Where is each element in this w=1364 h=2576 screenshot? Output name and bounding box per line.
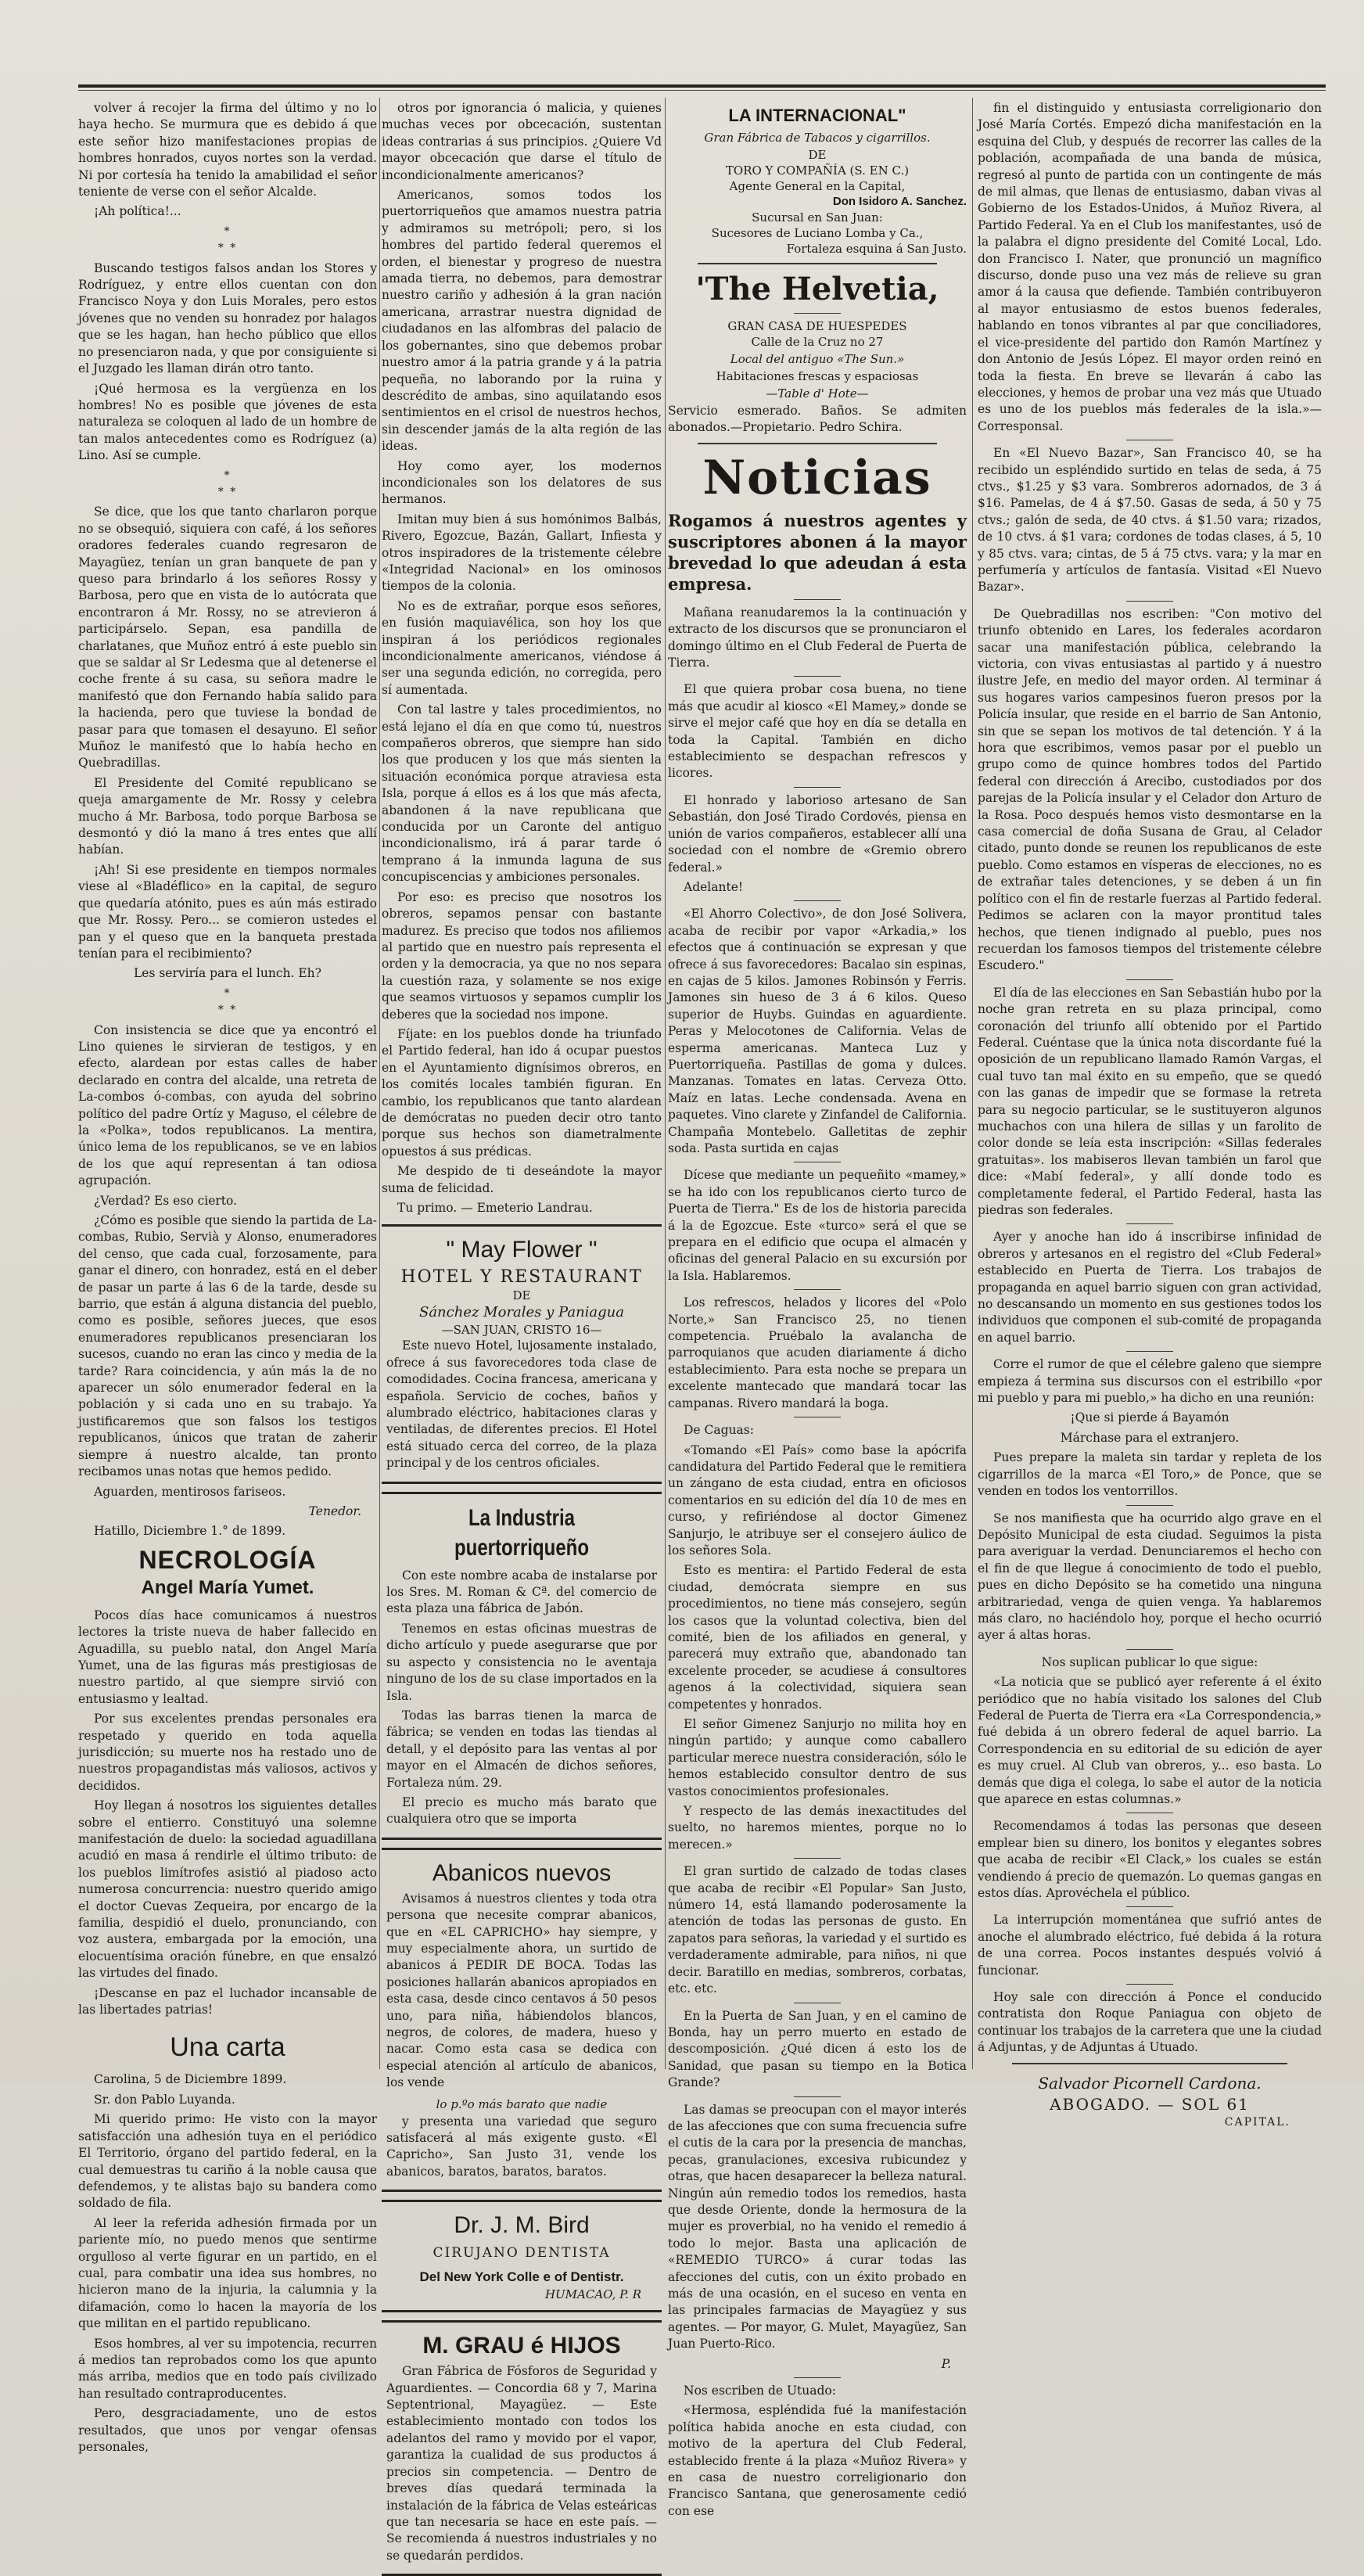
paragraph: Buscando testigos falsos andan los Stores y Rodríguez, y entre ellos cuentan con don Francisco Noya y don Luis Morales, pero estos jóvenes que no venden su honradez por halagos que se les hagan, han hecho público que ellos no presenciaron nada, y que por consiguiente si el Juzgado les llaman dirán otro tanto. — [78, 260, 377, 376]
separator — [794, 1858, 841, 1859]
separator — [1012, 2063, 1287, 2064]
separator — [794, 1289, 841, 1290]
ad-text: Calle de la Cruz no 27 — [751, 335, 884, 349]
separator — [1126, 1649, 1173, 1650]
ad-text: DE — [808, 148, 827, 162]
letter-heading: Una carta — [170, 2032, 285, 2063]
paragraph: ¿Verdad? Es eso cierto. — [94, 1193, 238, 1208]
paragraph: Se nos manifiesta que ha ocurrido algo grave en el Depósito Municipal de esta ciudad. Seguimos la pista para averiguar la verdad. Denunciaremos el hecho con el fin de que llegue á conocimiento de todo el pueblo, pues en dicho Depósito se ha cometido una ninguna arbitrariedad, venga de quien venga. Ya hablaremos más claro, no haciéndolo hoy, porque el hecho ocurrió ayer á altas horas. — [978, 1511, 1322, 1643]
paragraph: Por sus excelentes prendas personales era respetado y querido en toda aquella jurisdicción; su muerte nos ha restado uno de nuestros propagandistas más valiosos, activos y decididos. — [78, 1712, 377, 1793]
paragraph: Al leer la referida adhesión firmada por un pariente mío, no puedo menos que sentirme orgulloso al verte figurar en un partido, en el cual, para combatir una idea sus hombres, no hicieron mano de la injuria, la calumnia y la difamación, como lo hacen la mayoría de los que militan en el partido republicano. — [78, 2215, 377, 2331]
signature: Tu primo. — Emeterio Landrau. — [397, 1201, 593, 1215]
ad-body: Avisamos á nuestros clientes y toda otra persona que necesite comprar abanicos, que en «EL CAPRICHO» hay siempre, y muy especialmente ahora, un surtido de abanicos á PEDIR DE BOCA. Todas las posiciones hallarán abanicos apropiados en esta casa, desde cinco centavos á 50 pesos uno, para niña, hábiendolos blancos, negros, de colores, de madera, hueso y nacar. Como esta casa se dedica con especial atención al artículo de abanicos, los vende — [386, 1891, 657, 2090]
paragraph: Me despido de ti deseándote la mayor suma de felicidad. — [382, 1164, 662, 1195]
section-heading: Noticias — [702, 450, 932, 505]
column-3 — [668, 100, 967, 2518]
separator — [794, 599, 841, 600]
paragraph: Aguarden, mentirosos fariseos. — [94, 1484, 286, 1499]
paragraph: Adelante! — [684, 879, 744, 894]
lawyer-address: ABOGADO. — SOL 61 — [1050, 2094, 1250, 2114]
ad-body: Gran Fábrica de Fósforos de Seguridad y Aguardientes. — Concordia 68 y 7, Marina Septentrional, Mayagüez. — Este establecimiento montado con todos los adelantos del ramo y movido por el vapor, garantiza la cualidad de sus productos á precios sin competencia. — Dentro de breves días quedará terminada la instalación de la fábrica de Velas esteáricas que tan necesaria se hace en este país. — Se recomienda á nuestros industriales y no se quedarán perdidos. — [386, 2364, 657, 2563]
paragraph: De Quebradillas nos escriben: "Con motivo del triunfo obtenido en Lares, los federales acordaron sacar una manifestación pública, celebrando la victoria, con vivas entusiastas al partido y á nuestro ilustre Jefe, en medio del mayor orden. Al terminar á sus hogares varios campesinos fueron presos por la Policía insular, que reside en el barrio de San Antonio, sin que se sepan los motivos de tal detención. Y á la hora que escribimos, vemos pasar por el pueblo un grupo como de quince hombres todos del Partido federal con dirección á Arecibo, custodiados por dos parejas de la Policía insular y el Celador don Arturo de la Rosa. Poco después hemos visto desmontarse en la casa comercial de doña Susana de Grau, al Celador citado, punto donde se reunen los republicanos de este pueblo. Como estamos en vísperas de elecciones, no es de extrañar tales detenciones, y se deben á un fin político con el fin de restarle fuerzas al Partido federal. Pedimos se aclaren con la mayor prontitud tales hechos, que tienen indignado al pueblo, pues nos recuerdan los famosos tiempos del tristemente célebre Escudero." — [978, 606, 1322, 973]
ad-title: " May Flower " — [446, 1237, 598, 1263]
obituary-name: Angel María Yumet. — [141, 1576, 314, 1598]
paragraph: El honrado y laborioso artesano de San Sebastián, don José Tirado Cordovés, piensa en unión de varios compañeros, establecer allí una sociedad con el nombre de «Gremio obrero federal.» — [668, 792, 967, 875]
ad-location: HUMACAO, P. R — [544, 2287, 641, 2302]
ad-subtitle: Gran Fábrica de Tabacos y cigarrillos. — [704, 131, 931, 145]
lead-notice: Rogamos á nuestros agentes y suscriptores abonen á la mayor brevedad lo que adeudan á esta empresa. — [668, 510, 967, 594]
paragraph: Se dice, que los que tanto charlaron porque no se obsequió, siquiera con café, á los señores oradores federales cuando regresaron de Mayagüez, tenían un gran banquete de pan y queso para brindarlo á los señores Rossy y Barbosa, pero que en vista de lo autócrata que encontraron á Mr. Rossy, no se atrevieron á participárselo. Sepan, esa pandilla de charlatanes, que Muñoz entró á este pueblo sin que se saldar al Sr Ledesma que al detenerse el coche frente á su casa, su señora madre le manifestó que don Fernando había salido para la hacienda, pero que tuviese la bondad de pasar para que tomasen el desayuno. El señor Muñoz le manifestó que lo había hecho en Quebradillas. — [78, 505, 377, 771]
separator — [794, 676, 841, 677]
paragraph: Pero, desgraciadamente, uno de estos resultados, que unos por vengar ofensas personales, — [78, 2406, 377, 2454]
ad-text: Fortaleza esquina á San Justo. — [786, 242, 967, 256]
dateline: Carolina, 5 de Diciembre 1899. — [94, 2072, 287, 2087]
ad-text: TORO Y COMPAÑÍA (S. EN C.) — [725, 163, 910, 178]
paragraph: ¡Ah! Si ese presidente en tiempos normales viese al «Bladéflico» en la capital, de seguro que quedaría atónito, pues es aún más estirado que Mr. Rossy. Pero... se comieron ustedes el pan y el queso que en la banqueta prestada tenían para el recibimiento? — [78, 862, 377, 961]
paragraph: Hoy sale con dirección á Ponce el conducido contratista don Roque Paniagua con objeto de continuar los trabajos de la carretera que une la ciudad á Adjuntas, y de Adjuntas á Utuado. — [978, 1990, 1322, 2055]
paragraph: Hoy llegan á nosotros los siguientes detalles sobre el entierro. Constituyó una solemne manifestación de duelo: la sociedad aguadillana acudió en masa á rendirle el último tributo: de los pueblos limítrofes asistió al piadoso acto numerosa concurrencia: nuestro querido amigo el doctor Cuevas Zequeira, por encargo de la familia, despidió el duelo, pronunciando, con voz austera, embargada por la emoción, una elocuentísima oración fúnebre, en que ensalzó las virtudes del finado. — [78, 1798, 377, 1981]
lawyer-name: Salvador Picornell Cardona. — [1038, 2073, 1262, 2093]
paragraph: ¡Qué hermosa es la vergüenza en los hombres! No es posible que jóvenes de esta naturaleza se coloquen al lado de un hombre de tan malos antecedentes como es Rodríguez (a) Lino. Así se cumple. — [78, 381, 377, 463]
salutation: Sr. don Pablo Luyanda. — [94, 2092, 235, 2107]
paragraph: «Hermosa, espléndida fué la manifestación política habida anoche en esta ciudad, con motivo de la apertura del Club Federal, establecido frente á la plaza «Muñoz Rivera» y en casa de nuestro correligionario don Francisco Santana, que generosamente cedió con ese — [668, 2403, 967, 2518]
paragraph: El que quiera probar cosa buena, no tiene más que acudir al kiosco «El Mamey,» donde se sirve el mejor café que hoy en día se detalla en toda la Capital. También en dicho establecimiento se despachan refrescos y licores. — [668, 682, 967, 781]
ad-separator — [698, 263, 937, 264]
ad-owners: Sánchez Morales y Paniagua — [418, 1304, 624, 1321]
paragraph: La interrupción momentánea que sufrió antes de anoche el alumbrado eléctrico, fué debida á la rotura de una correa. Pocos instantes después volvió á funcionar. — [978, 1913, 1322, 1978]
dateline: Hatillo, Diciembre 1.° de 1899. — [94, 1524, 286, 1539]
paragraph: El día de las elecciones en San Sebastián hubo por la noche gran retreta en su plaza principal, como coronación del triunfo allí obtenido por el Partido Federal. Cuéntase que la única nota discordante fué la oposición de un republicano llamado Ramón Vargas, el cual tuvo tan mal éxito en su empeño, que se quedó con las ganas de impedir que se formase la retreta para su negocio particular, se le sustituyeron algunos muchachos con una hilera de sillas y un farolito de color donde se leía esta inscripción: «Sillas federales gratuitas». los mabiseros llevan también un farol que dice: «Mabí federal», y allí donde todo es completamente federal, el Partido Federal, hasta las piedras son federales. — [978, 985, 1322, 1217]
ad-title: M. GRAU é HIJOS — [422, 2333, 621, 2359]
paragraph: Esto es mentira: el Partido Federal de esta ciudad, demócrata siempre en sus procedimientos, no tiene más consejero, según los casos que la voluntad colectiva, bien del comité, bien de los afiliados en general, y parecerá muy extraño que, abandonado tan excelente proceder, se acudiese á consultores agenos á la colectividad, siquiera sean competentes y honrados. — [668, 1563, 967, 1712]
paragraph: Los refrescos, helados y licores del «Polo Norte,» San Francisco 25, no tienen competencia. Pruébalo la avalancha de parroquianos que acuden diariamente á dicho establecimiento. Para esta noche se prepara un excelente mantecado que mandará tocar las campanas. Rivero mandará la boga. — [668, 1295, 967, 1410]
paragraph: ¡Que si pierde á Bayamón — [1070, 1410, 1229, 1425]
ad-title: Dr. J. M. Bird — [454, 2212, 590, 2239]
paragraph: «El Ahorro Colectivo», de don José Solivera, acaba de recibir por vapor «Arkadia,» los efectos que á continuación se expresan y que ofrece á sus favorecedores: Bacalao sin espinas, en cajas de 5 kilos. Jamones Robinsón y Ferris. Jamones sin hueso de 3 á 6 kilos. Queso superior de Huybs. Guindas en aguardiente. Peras y Melocotones de California. Velas de esperma americanas. Manteca Luz y Puertorriqueña. Pastillas de goma y dulces. Manzanas. Tomates en latas. Cerveza Otto. Maíz en latas. Leche condensada. Avena en paquetes. Vino clarete y Zinfandel de California. Champaña Montebelo. Galletitas de zephir soda. Pasta surtida en cajas — [668, 907, 967, 1155]
separator — [1126, 1984, 1173, 1985]
paragraph: ¡Ah política!... — [94, 204, 181, 219]
separator — [794, 787, 841, 788]
ad-text: Sucesores de Luciano Lomba y Ca., — [711, 226, 924, 240]
ad-title: La Industria puertorriqueño — [454, 1504, 589, 1561]
ad-text: lo p.ºo más barato que nadie — [436, 2096, 608, 2111]
paragraph: Márchase para el extranjero. — [1060, 1430, 1240, 1445]
ad-grau — [382, 2320, 662, 2576]
ad-body: Este nuevo Hotel, lujosamente instalado, ofrece á sus favorecedores toda clase de comodidades. Cocina francesa, americana y española. Servicio de coches, baños y alumbrado eléctrico, habitaciones claras y ventiladas, de diferentes precios. El Hotel está situado cerca del correo, de la plaza principal y de los centros oficiales. — [386, 1338, 657, 1471]
ad-body: y presenta una variedad que seguro satisfacerá al más exigente gusto. «El Capricho», San Justo 31, vende los abanicos, baratos, baratos, baratos. — [386, 2114, 657, 2179]
paragraph: «La noticia que se publicó ayer referente á el éxito periódico que no había visitado los salones del Club Federal de Puerta de Tierra era «La Correspondencia,» fué debida á un obrero federal de aquel barrio. La Correspondencia en su editorial de su edición de ayer es muy cruel. Al Club van obreros, y... eso basta. Lo demás que diga el colega, lo sabe el autor de la noticia que aparece en estas columnas.» — [978, 1675, 1322, 1806]
ad-body: Servicio esmerado. Baños. Se admiten abonados.—Propietario. Pedro Schira. — [668, 404, 967, 435]
paragraph: Esos hombres, al ver su impotencia, recurren á medios tan reprobados como los que apunto más arriba, medios que en todo país civilizado han resultado contraproducentes. — [78, 2336, 377, 2401]
separator — [794, 900, 841, 901]
paragraph: El señor Gimenez Sanjurjo no milita hoy en ningún partido; y aunque como caballero particular merece nuestra consideración, sólo le hemos establecido consultor dentro de sus vastos conocimientos profesionales. — [668, 1717, 967, 1798]
separator — [1126, 1906, 1173, 1907]
paragraph: Con tal lastre y tales procedimientos, no está lejano el día en que como tú, nuestros compañeros obreros, que siempre han sido los que producen y los que más sienten la situación económica porque atraviesa esta Isla, porque á ellos es á los que más afecta, abandonen á la nave republicana que conducida por un Caronte del antiguo incondicionalismo, irá á parar tarde ó temprano á la inmunda laguna de sus concupiscencias y ambiciones personales. — [382, 702, 662, 885]
paragraph: No es de extrañar, porque esos señores, en fusión maquiavélica, son hoy los que inspiran á los periódicos regionales incondicionalmente americanos, viéndose á ser una segunda edición, no corregida, pero sí aumentada. — [382, 598, 662, 697]
paragraph: Las damas se preocupan con el mayor interés de las afecciones que con suma frecuencia sufre el cutis de la cara por la presencia de manchas, pecas, granulaciones, excesiva rubicundez y otras, que hacen desaparecer la belleza natural. Ningún aún remedio todos los remedios, hasta que desde Oriente, donde la hermosura de la mujer es proverbial, no ha venido el remedio á todo lo mejor. Basta una aplicación de «REMEDIO TURCO» á curar todas las afecciones del cutis, con un éxito probado en más de una ocasión, en el suceso en venta en las principales farmacias de Mayagüez y sus agentes. — Por mayor, G. Mulet, Mayagüez, San Juan Puerto-Rico. — [668, 2102, 967, 2351]
separator — [794, 2377, 841, 2378]
paragraph: Americanos, somos todos los puertorriqueños que amamos nuestra patria y admiramos su metrópoli; pero, si los hombres del partido federal queremos el orden, el bienestar y progreso de nuestra amada tierra, no debemos, para demostrar nuestro cariño y adhesión á la gran nación americana, arrastrar nuestra dignidad de ciudadanos en las alfombras del palacio de los gobernantes, sino que debemos probar nuestro amor á la patria grande y á la patria pequeña, no laborando por la ruina y descrédito de ambas, sino aquilatando esos sentimientos en el crisol de nuestros hechos, sin descender jamás de la alta región de las ideas. — [382, 188, 662, 454]
paragraph: Pocos días hace comunicamos á nuestros lectores la triste nueva de haber fallecido en Aguadilla, su pueblo natal, don Angel María Yumet, una de las figuras más prestigiosas de nuestro partido, al que siempre sirvió con entusiasmo y lealtad. — [78, 1608, 377, 1706]
ad-text: Agente General en la Capital, — [729, 179, 906, 193]
column-divider — [972, 98, 973, 2069]
ad-body: Todas las barras tienen la marca de fábrica; se venden en todas las tiendas al detall, y el depósito para las ventas al por mayor en el Almacén de dichos señores, Fortaleza núm. 29. — [386, 1708, 657, 1790]
ad-subtitle: CIRUJANO DENTISTA — [433, 2245, 611, 2262]
ad-location: —SAN JUAN, CRISTO 16— — [441, 1323, 602, 1338]
paragraph: En «El Nuevo Bazar», San Francisco 40, se ha recibido un espléndido surtido en telas de seda, á 75 ctvs., $1.25 y $3 vara. Sombreros adornados, de 3 á $16. Pamelas, de 4 á $7.50. Gasas de seda, á 50 y 75 ctvs.; galón de seda, de 40 ctvs. á $1.50 vara; rizados, de 10 ctvs. á $1 vara; cordones de todas clases, á 5, 10 y 85 ctvs. vara; cintas, de 5 á 75 ctvs. vara; y la mar en perfumería y artículos de fantasía. Visitad «El Nuevo Bazar». — [978, 446, 1322, 595]
paragraph: Les serviría para el lunch. Eh? — [134, 966, 321, 981]
paragraph: ¡Descanse en paz el luchador incansable de las libertades patrias! — [78, 1985, 377, 2017]
paragraph: Dícese que mediante un pequeñito «mamey,» se ha ido con los republicanos cierto turco de Puerta de Tierra." Es de los de historia parecida á la de Egozcue. Este «turco» será el que se prepara en el edificio que ocupa el almacén y oficinas del general Palacio en su excursión por la Isla. Hablaremos. — [668, 1168, 967, 1283]
ad-abanicos — [382, 1848, 662, 2193]
section-separator: * * * — [217, 986, 238, 1017]
separator — [1126, 1505, 1173, 1506]
ad-subtitle: HOTEL Y RESTAURANT — [400, 1267, 643, 1288]
paragraph: Hoy como ayer, los modernos incondicionales son los delatores de sus hermanos. — [382, 458, 662, 507]
paragraph: Imitan muy bien á sus homónimos Balbás, Rivero, Egozcue, Bazán, Gallart, Infiesta y otros inspiradores de la tristemente célebre «Integridad Nacional» en los ominosos tiempos de la colonia. — [382, 512, 662, 594]
paragraph: Recomendamos á todas las personas que deseen emplear bien su dinero, los bonitos y elegantes sobres que acaba de recibir «El Clack,» los cuales se están vendiendo á precio de quemazón. Lo quemas gangas en estos días. Aprovéchela el público. — [978, 1819, 1322, 1901]
paragraph: Ayer y anoche han ido á inscribirse infinidad de obreros y artesanos en el registro del «Club Federal» establecido en Puerta de Tierra. Los trabajos de propaganda en aquel barrio siguen con gran actividad, no descansando un momento en sus gestiones todos los individuos que componen el sub-comité de propaganda en aquel barrio. — [978, 1230, 1322, 1345]
paragraph: Con insistencia se dice que ya encontró el Lino quienes le sirvieran de testigos, y en efecto, alardean por estas calles de haber declarado en contra del alcalde, una retreta de La-combos ó-combas, con ayuda del sobrino político del padre Ortíz y Maguso, el célebre de la «Polka», todos republicanos. La mentira, único lema de los republicanos, se ve en labios de los que aquí representan á tan odiosa agrupación. — [78, 1022, 377, 1188]
ad-subtitle: GRAN CASA DE HUESPEDES — [727, 319, 907, 333]
paragraph: Nos escriben de Utuado: — [684, 2384, 836, 2398]
paragraph: Por eso: es preciso que nosotros los obreros, sepamos pensar con bastante madurez. Es preciso que todos nos afiliemos al partido que en nuestro país representa el orden y la democracia, ya que no nos separa la cuestión raza, y solamente se nos exige que seamos virtuosos y sepamos cumplir los deberes que la sociedad nos impone. — [382, 889, 662, 1022]
separator — [1126, 1351, 1173, 1352]
column-divider — [379, 98, 380, 2069]
paragraph: otros por ignorancia ó malicia, y quienes muchas veces por obcecación, sustentan ideas contrarias á sus principios. ¿Quiere Vd mayor obcecación que darse el título de incondicionalmente americanos? — [382, 101, 662, 182]
ad-title: Abanicos nuevos — [432, 1859, 612, 1886]
column-divider — [665, 98, 666, 2069]
ad-text: DE — [512, 1288, 531, 1303]
ad-title: 'The Helvetia, — [695, 271, 939, 307]
paragraph: «Tomando «El País» como base la apócrifa candidatura del Partido Federal que le remitiera un zángano de esta ciudad, entra en oficiosos comentarios en su edición del día 10 de mes en curso, y refiriéndose al doctor Gimenez Sanjurjo, le atribuye ser el consejero áulico de los señores Sola. — [668, 1442, 967, 1557]
ad-separator — [698, 443, 937, 444]
header-rule — [78, 84, 1326, 88]
ad-body: Con este nombre acaba de instalarse por los Sres. M. Roman & Cª. del comercio de esta plaza una fábrica de Jabón. — [386, 1568, 657, 1616]
section-separator: * * * — [217, 469, 238, 498]
separator — [1126, 1223, 1173, 1224]
separator — [794, 2096, 841, 2097]
ad-separator — [794, 313, 841, 314]
paragraph: fin el distinguido y entusiasta correligionario don José María Cortés. Empezó dicha manifestación en la esquina del Club, y después de recorrer las calles de la población, acompañada de una banda de música, regresó al punto de partida con un contingente de más de mil almas, que llenas de entusiasmo, daban vivas al Gobierno de los Estados-Unidos, á Muñoz Rivera, al Partido Federal. Ya en el Club los manifestantes, usó de la palabra el digno presidente del Comité Local, Ldo. don Francisco I. Nater, que pronunció un magnífico discurso, donde puso una vez más de relieve su gran amor á la causa que defiende. También contribuyeron al mayor entusiasmo de estos buenos federales, hablando en tonos vibrantes al par que conciliadores, el vice-presidente del partido don Ramón Martínez y don Antonio de Jesús López. El mayor orden reinó en toda la fiesta. En breve se llevarán á cabo las elecciones, y hemos de probar una vez más que Utuado es uno de los pueblos más federales de la isla.»—Corresponsal. — [978, 101, 1322, 433]
paragraph: En la Puerta de San Juan, y en el camino de Bonda, hay un perro muerto en estado de descomposición. ¿Qué dicen á esto los de Sanidad, que pasan su tiempo en la Botica Grande? — [668, 2008, 967, 2090]
lawyer-city: CAPITAL. — [1224, 2115, 1290, 2129]
ad-body: El precio es mucho más barato que cualquiera otro que se importa — [386, 1795, 657, 1827]
signature: Tenedor. — [308, 1504, 361, 1518]
paragraph: Fíjate: en los pueblos donde ha triunfado el Partido federal, han ido á ocupar puestos en el Ayuntamiento dignísimos obreros, en los comités locales también figuran. En cambio, los republicanos que tanto alardean de demócratas no pueden decir otro tanto porque sus hechos son diametralmente opuestos á sus prédicas. — [382, 1026, 662, 1159]
ad-industria — [382, 1492, 662, 1840]
section-separator: * * * — [217, 225, 238, 255]
signature: P. — [941, 2356, 951, 2371]
paragraph: El gran surtido de calzado de todas clases que acaba de recibir «El Popular» San Justo, número 14, está llamando poderosamente la atención de todas las personas de gusto. En zapatos para señoras, la variedad y el surtido es verdaderamente admirable, para niños, ni que decir. Baratillo en medias, sombreros, corbatas, etc. etc. — [668, 1864, 967, 1996]
ad-title: LA INTERNACIONAL" — [728, 106, 906, 125]
column-1 — [78, 100, 377, 2454]
paragraph: De Caguas: — [684, 1423, 754, 1438]
paragraph: Mi querido primo: He visto con la mayor satisfacción una adhesión tuya en el periódico El Territorio, órgano del partido federal, en la cual demuestras tu cariño á la noble causa que defendemos, y te alistas bajo su bandera como soldado de fila. — [78, 2112, 377, 2211]
ad-dentist — [382, 2200, 662, 2312]
paragraph: Y respecto de las demás inexactitudes del suelto, no haremos mientes, porque no lo merecen.» — [668, 1804, 967, 1852]
separator — [1126, 979, 1173, 980]
column-2 — [382, 100, 662, 2563]
paragraph: Corre el rumor de que el célebre galeno que siempre empieza á termina sus discursos con el estribillo «por mi pueblo y para mi pueblo,» ha dicho en una reunión: — [978, 1357, 1322, 1406]
ad-text: Habitaciones frescas y espaciosas — [716, 369, 919, 383]
ad-may-flower — [382, 1224, 662, 1483]
ad-text: Del New York Colle e of Dentistr. — [419, 2269, 624, 2285]
paragraph: El Presidente del Comité republicano se queja amargamente de Mr. Rossy y celebra mucho á Mr. Barbosa, todo porque Barbosa se desmontó y dió la mano á tres entes que allí habían. — [78, 775, 377, 857]
separator — [1126, 601, 1173, 602]
ad-text: —Table d' Hote— — [766, 386, 869, 401]
ad-text: Local del antiguo «The Sun.» — [730, 352, 905, 366]
ad-text: Sucursal en San Juan: — [752, 210, 883, 225]
ad-text: Don Isidoro A. Sanchez. — [832, 195, 967, 208]
header-rule-thin — [78, 90, 1326, 91]
column-4 — [978, 100, 1322, 2129]
paragraph: Pues prepare la maleta sin tardar y repleta de los cigarrillos de la marca «El Toro,» de Ponce, que se venden en todos los ventorrillos. — [978, 1450, 1322, 1499]
paragraph: volver á recojer la firma del último y no lo haya hecho. Se murmura que es debido á que este señor hizo manifestaciones propias de hombres honrados, cuyos nortes son la verdad. Ni por cortesía ha tenido la amabilidad el señor teniente de verse con el señor Alcalde. — [78, 101, 377, 199]
ad-body: Tenemos en estas oficinas muestras de dicho artículo y puede asegurarse que por su aspecto y consistencia no le aventaja ninguno de los de su clase importados en la Isla. — [386, 1621, 657, 1703]
paragraph: Nos suplican publicar lo que sigue: — [1041, 1654, 1258, 1669]
paragraph: Mañana reanudaremos la la continuación y extracto de los discursos que se pronunciaron el domingo último en el Club Federal de Puerta de Tierra. — [668, 605, 967, 670]
obituary-heading: NECROLOGÍA — [138, 1545, 317, 1574]
paragraph: ¿Cómo es posible que siendo la partida de La-combas, Rubio, Servià y Alonso, enumeradores del censo, que cada cual, forzosamente, para ganar el dinero, con honradez, está en el deber de pasar un parte á las 6 de la tarde, desde su barrio, que están á alguna distancia del pueblo, como es posible, señores jueces, que esos enumeradores republicanos presenciaran los sucesos, cuando no eran las cinco y media de la tarde? Rara coincidencia, y aún más la de no aparecer un sólo enumerador federal en la población y si cada uno en su trabajo. Ya justificaremos que son falsos los testigos republicanos, únicos que tratan de zaherir siempre á nuestro alcalde, tan pronto recibamos unas notas que hemos pedido. — [78, 1213, 377, 1479]
